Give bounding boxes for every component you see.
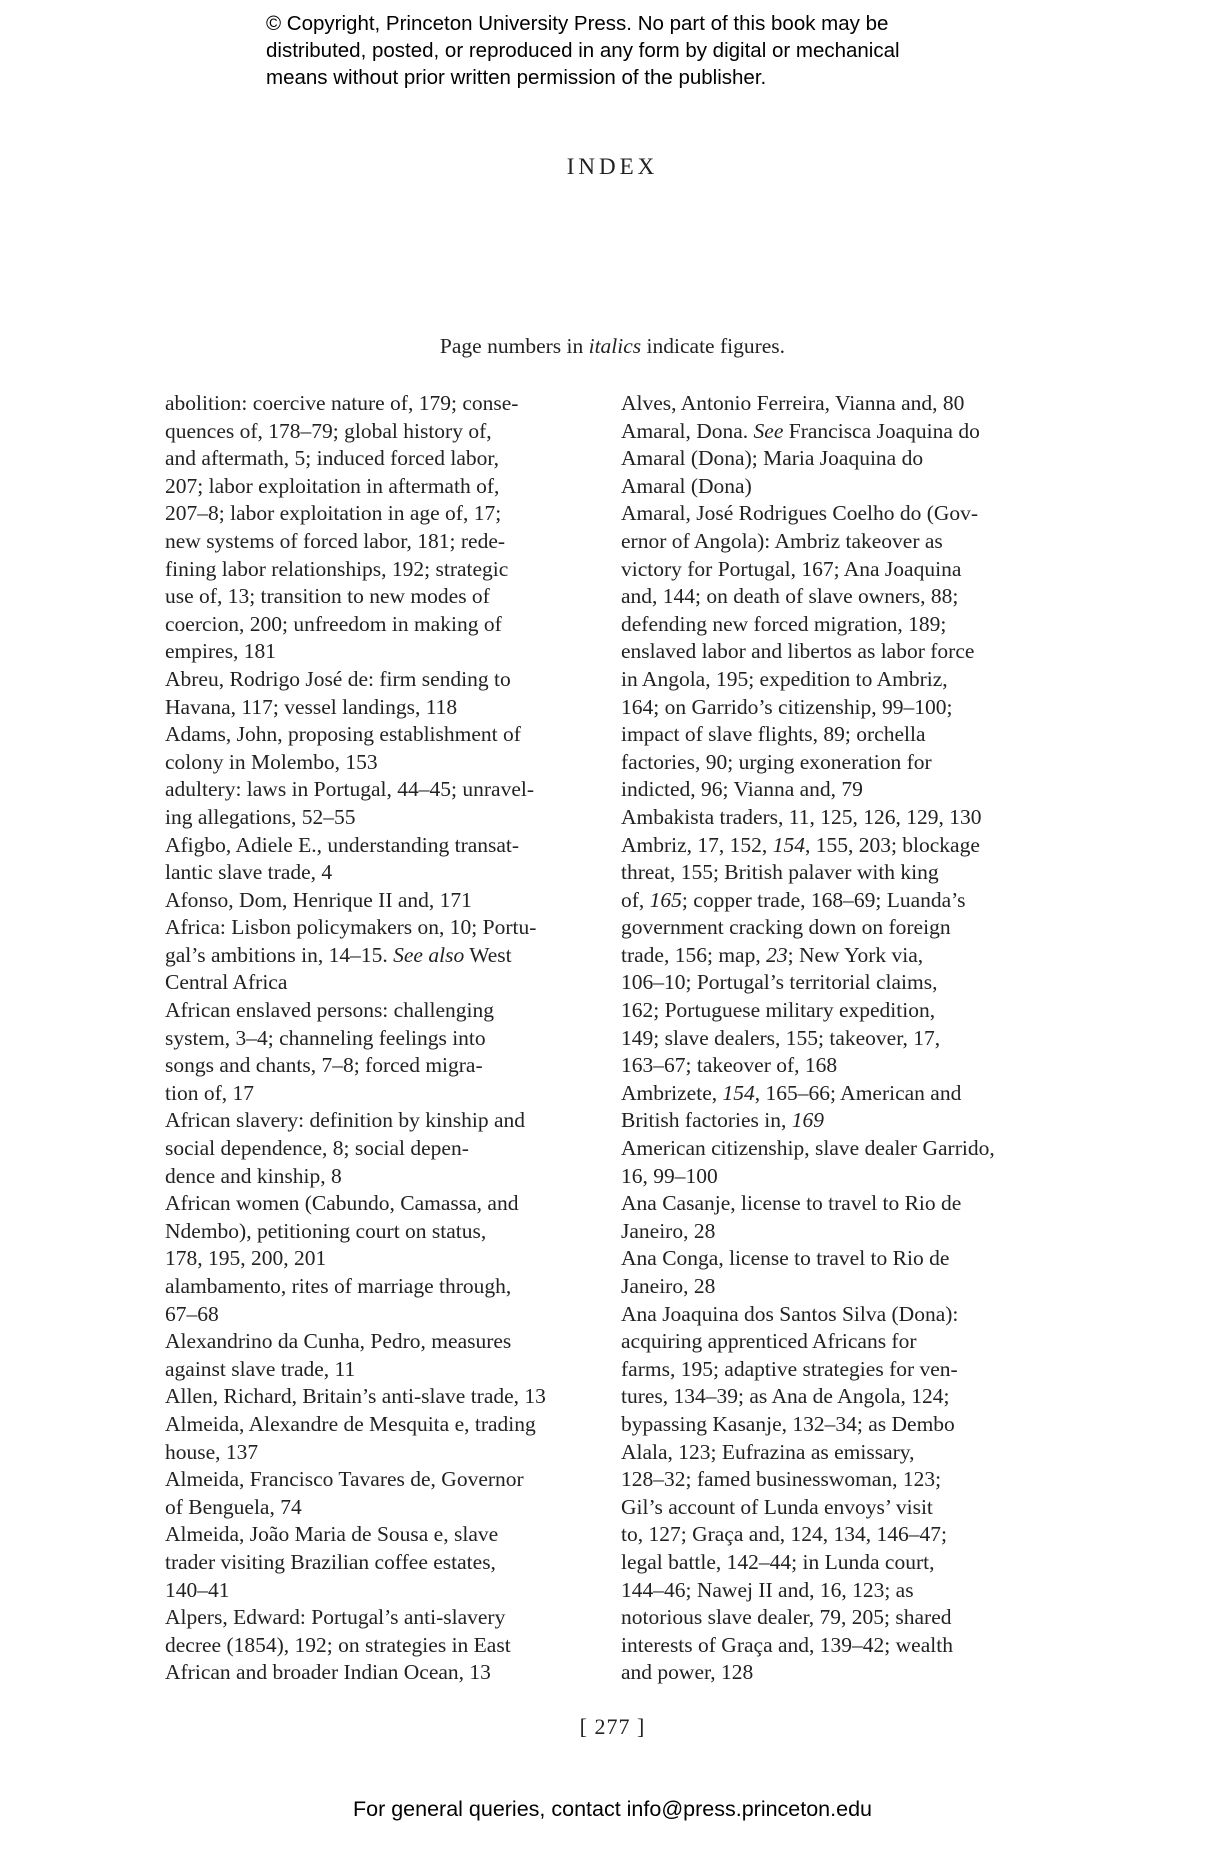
index-entry-line [621, 1107, 1041, 1135]
copyright-notice [266, 10, 1026, 91]
index-line-text: British factories in, [621, 1108, 792, 1133]
index-entry-line [165, 1494, 575, 1522]
index-entry-line [621, 556, 1041, 584]
index-line-text: Janeiro, 28 [621, 1274, 716, 1298]
index-entry-line [165, 473, 575, 501]
index-entry [165, 832, 575, 887]
index-line-text: victory for Portugal, 167; Ana Joaquina [621, 556, 962, 581]
index-entry-line [165, 1328, 575, 1356]
index-line-text: Amaral, José Rodrigues Coelho do (Gov- [621, 501, 979, 526]
index-line-text: Amaral (Dona); Maria Joaquina do [621, 446, 924, 471]
index-line-text: empires, 181 [165, 639, 277, 664]
index-line-text: , 155, 203; blockage [804, 832, 980, 857]
index-entry [165, 1521, 575, 1604]
index-line-text: West [464, 942, 512, 967]
index-line-text: tion of, 17 [165, 1080, 254, 1105]
index-entry-line [165, 500, 575, 528]
index-line-text: Ambriz, 17, 152, [621, 832, 773, 857]
index-entry [165, 914, 575, 997]
index-line-text: Amaral, Dona. [621, 418, 754, 443]
index-entry-line [621, 1632, 1041, 1660]
index-line-text: trader visiting Brazilian coffee estates, [165, 1549, 496, 1574]
index-line-text: Almeida, Francisco Tavares de, Governor [165, 1467, 524, 1492]
index-entry-line [165, 1439, 575, 1467]
index-entry-line [165, 445, 575, 473]
index-line-text: African slavery: definition by kinship and [165, 1108, 526, 1133]
index-entry-line [621, 1328, 1041, 1356]
index-entry-line [621, 804, 1041, 832]
index-line-text: Havana, 117; vessel landings, 118 [165, 694, 458, 719]
index-entry [165, 1328, 575, 1383]
italics-note [0, 334, 1225, 359]
index-line-text: Gil’s account of Lunda envoys’ visit [621, 1494, 933, 1519]
index-line-text: adultery: laws in Portugal, 44–45; unravel- [165, 777, 535, 802]
index-entry-line [165, 390, 575, 418]
index-entry-line [165, 1190, 575, 1218]
index-entry-line [165, 1025, 575, 1053]
index-entry-line [165, 1052, 575, 1080]
index-entry-line [621, 666, 1041, 694]
index-entry-line [165, 611, 575, 639]
index-entry-line [621, 1190, 1041, 1218]
index-entry-line [621, 776, 1041, 804]
index-line-text: acquiring apprenticed Africans for [621, 1329, 917, 1354]
index-entry-line [165, 804, 575, 832]
index-entry-line [621, 500, 1041, 528]
index-entry-line [165, 1383, 575, 1411]
index-entry-line [165, 969, 575, 997]
index-line-text: Ndembo), petitioning court on status, [165, 1218, 487, 1243]
index-entry-line [621, 611, 1041, 639]
index-entry-line [165, 1245, 575, 1273]
index-line-text: Africa: Lisbon policymakers on, 10; Portu- [165, 915, 537, 940]
index-entry-line [621, 583, 1041, 611]
index-entry-line [165, 418, 575, 446]
index-line-text: trade, 156; map, [621, 942, 767, 967]
index-line-text: 67–68 [165, 1301, 219, 1326]
index-entry-line [165, 1301, 575, 1329]
index-line-text: impact of slave flights, 89; orchella [621, 722, 926, 747]
index-entry-line [621, 1301, 1041, 1329]
index-entry-line [621, 1549, 1041, 1577]
index-line-text: coercion, 200; unfreedom in making of [165, 611, 502, 636]
index-entry-line [621, 1356, 1041, 1384]
index-line-text: tures, 134–39; as Ana de Angola, 124; [621, 1384, 950, 1409]
index-line-text: notorious slave dealer, 79, 205; shared [621, 1605, 952, 1630]
index-entry-line [621, 528, 1041, 556]
index-line-text: 178, 195, 200, 201 [165, 1246, 327, 1271]
index-line-text: Amaral (Dona) [621, 473, 752, 498]
index-entry-line [165, 1632, 575, 1660]
index-entry-line [165, 887, 575, 915]
note-italic-word: italics [588, 334, 642, 358]
index-entry-line [621, 1245, 1041, 1273]
index-entry [165, 1273, 575, 1328]
note-text: indicate figures. [641, 334, 786, 358]
index-entry [621, 832, 1041, 1080]
index-entry [165, 997, 575, 1107]
index-line-text: 164; on Garrido’s citizenship, 99–100; [621, 694, 953, 719]
index-entry-line [165, 1356, 575, 1384]
index-line-text: government cracking down on foreign [621, 915, 951, 940]
index-entry-line [165, 1163, 575, 1191]
index-entry-line [165, 694, 575, 722]
index-entry-line [621, 1052, 1041, 1080]
index-line-text: fining labor relationships, 192; strategic [165, 556, 509, 581]
index-line-text: Ana Casanje, license to travel to Rio de [621, 1191, 962, 1216]
index-line-text: system, 3–4; channeling feelings into [165, 1025, 486, 1050]
index-entry-line [165, 859, 575, 887]
index-line-text: ernor of Angola): Ambriz takeover as [621, 528, 943, 553]
index-entry-line [621, 969, 1041, 997]
index-line-text: and, 144; on death of slave owners, 88; [621, 584, 959, 609]
index-line-text: Janeiro, 28 [621, 1218, 716, 1243]
index-line-text: of, [621, 887, 650, 912]
index-entry-line [165, 1411, 575, 1439]
index-entry-line [621, 1218, 1041, 1246]
index-italic-text: 169 [791, 1108, 825, 1133]
index-line-text: factories, 90; urging exoneration for [621, 749, 932, 774]
copyright-line: means without prior written permission of the publisher. [266, 66, 767, 89]
index-line-text: Allen, Richard, Britain’s anti-slave trade, 13 [165, 1384, 546, 1409]
index-line-text: Ana Conga, license to travel to Rio de [621, 1246, 950, 1271]
index-line-text: ; New York via, [787, 942, 924, 967]
index-entry [621, 1245, 1041, 1300]
index-entry-line [165, 1135, 575, 1163]
index-entry [165, 887, 575, 915]
index-line-text: Ambakista traders, 11, 125, 126, 129, 130 [621, 804, 982, 829]
index-entry-line [621, 1163, 1041, 1191]
index-entry-line [165, 1107, 575, 1135]
index-entry-line [165, 1466, 575, 1494]
index-line-text: social dependence, 8; social depen- [165, 1136, 469, 1161]
index-line-text: songs and chants, 7–8; forced migra- [165, 1053, 483, 1078]
index-italic-text: See [753, 418, 784, 443]
index-entry-line [621, 1411, 1041, 1439]
index-entry-line [165, 528, 575, 556]
page-title: INDEX [566, 154, 659, 179]
index-line-text: bypassing Kasanje, 132–34; as Dembo [621, 1411, 955, 1436]
index-entry-line [621, 1577, 1041, 1605]
index-entry-line [621, 1025, 1041, 1053]
index-line-text: Abreu, Rodrigo José de: firm sending to [165, 666, 511, 691]
index-entry [165, 1190, 575, 1273]
index-entry [165, 1107, 575, 1190]
index-entry-line [621, 418, 1041, 446]
index-entry-line [165, 638, 575, 666]
index-entry-line [165, 1659, 575, 1687]
index-line-text: American citizenship, slave dealer Garrido, [621, 1136, 995, 1161]
index-entry-line [621, 1135, 1041, 1163]
index-column-left [165, 390, 575, 1687]
index-entry [621, 1135, 1041, 1190]
index-line-text: in Angola, 195; expedition to Ambriz, [621, 666, 948, 691]
index-entry-line [621, 942, 1041, 970]
index-line-text: 144–46; Nawej II and, 16, 123; as [621, 1577, 914, 1602]
index-column-right [621, 390, 1041, 1687]
index-entry [165, 721, 575, 776]
index-line-text: ; copper trade, 168–69; Luanda’s [681, 887, 966, 912]
index-entry-line [165, 583, 575, 611]
index-entry-line [165, 1273, 575, 1301]
index-line-text: Afigbo, Adiele E., understanding transat- [165, 832, 520, 857]
index-entry-line [165, 1218, 575, 1246]
index-line-text: Central Africa [165, 970, 288, 995]
index-entry-line [621, 997, 1041, 1025]
index-entry-line [165, 1080, 575, 1108]
index-line-text: indicted, 96; Vianna and, 79 [621, 777, 863, 802]
index-line-text: threat, 155; British palaver with king [621, 860, 939, 885]
index-line-text: gal’s ambitions in, 14–15. [165, 942, 394, 967]
index-entry-line [621, 1494, 1041, 1522]
index-entry [165, 390, 575, 666]
index-line-text: and power, 128 [621, 1660, 754, 1685]
index-entry [165, 1383, 575, 1411]
index-entry-line [621, 832, 1041, 860]
index-line-text: 207; labor exploitation in aftermath of, [165, 473, 500, 498]
index-italic-text: 165 [649, 887, 682, 912]
index-entry-line [165, 1577, 575, 1605]
index-line-text: decree (1854), 192; on strategies in East [165, 1632, 511, 1657]
index-line-text: 207–8; labor exploitation in age of, 17; [165, 501, 502, 526]
index-line-text: Ana Joaquina dos Santos Silva (Dona): [621, 1301, 959, 1326]
index-line-text: African women (Cabundo, Camassa, and [165, 1191, 519, 1216]
index-line-text: use of, 13; transition to new modes of [165, 584, 490, 609]
index-entry-line [621, 694, 1041, 722]
index-line-text: Ambrizete, [621, 1080, 723, 1105]
index-entry [165, 776, 575, 831]
index-line-text: , 165–66; American and [754, 1080, 962, 1105]
index-line-text: African and broader Indian Ocean, 13 [165, 1660, 491, 1685]
index-line-text: interests of Graça and, 139–42; wealth [621, 1632, 953, 1657]
index-entry-line [165, 832, 575, 860]
index-entry-line [621, 721, 1041, 749]
index-line-text: African enslaved persons: challenging [165, 998, 494, 1023]
index-entry-line [621, 1521, 1041, 1549]
index-line-text: of Benguela, 74 [165, 1494, 302, 1519]
index-entry-line [621, 749, 1041, 777]
index-line-text: Alexandrino da Cunha, Pedro, measures [165, 1329, 512, 1354]
index-italic-text: 154 [772, 832, 805, 857]
index-line-text: quences of, 178–79; global history of, [165, 418, 492, 443]
index-entry-line [165, 666, 575, 694]
index-line-text: 128–32; famed businesswoman, 123; [621, 1467, 942, 1492]
index-line-text: 162; Portuguese military expedition, [621, 998, 936, 1023]
index-italic-text: 154 [722, 1080, 755, 1105]
index-entry-line [621, 1080, 1041, 1108]
index-line-text: enslaved labor and libertos as labor force [621, 639, 975, 664]
index-entry [165, 666, 575, 721]
index-line-text: lantic slave trade, 4 [165, 860, 333, 885]
index-entry-line [621, 445, 1041, 473]
index-line-text: to, 127; Graça and, 124, 134, 146–47; [621, 1522, 948, 1547]
index-line-text: defending new forced migration, 189; [621, 611, 947, 636]
index-entry-line [165, 721, 575, 749]
index-italic-text: 23 [766, 942, 788, 967]
index-line-text: 163–67; takeover of, 168 [621, 1053, 838, 1078]
index-entry-line [165, 1549, 575, 1577]
index-entry [165, 1604, 575, 1687]
index-line-text: against slave trade, 11 [165, 1356, 356, 1381]
index-entry-line [621, 1273, 1041, 1301]
index-entry-line [621, 638, 1041, 666]
index-line-text: Francisca Joaquina do [783, 418, 980, 443]
index-entry-line [621, 887, 1041, 915]
copyright-line: © Copyright, Princeton University Press. No part of this book may be [266, 12, 889, 35]
index-entry-line [165, 556, 575, 584]
index-line-text: 149; slave dealers, 155; takeover, 17, [621, 1025, 941, 1050]
index-line-text: new systems of forced labor, 181; rede- [165, 528, 506, 553]
index-line-text: legal battle, 142–44; in Lunda court, [621, 1549, 935, 1574]
index-line-text: Adams, John, proposing establishment of [165, 722, 521, 747]
index-entry [621, 418, 1041, 501]
index-entry-line [621, 1466, 1041, 1494]
index-entry [621, 804, 1041, 832]
index-line-text: Alves, Antonio Ferreira, Vianna and, 80 [621, 391, 965, 415]
index-line-text: 16, 99–100 [621, 1163, 718, 1188]
index-line-text: Alala, 123; Eufrazina as emissary, [621, 1439, 915, 1464]
footer-contact: For general queries, contact info@press.princeton.edu [352, 1797, 872, 1821]
index-entry [621, 1080, 1041, 1135]
index-entry [621, 1301, 1041, 1687]
index-entry-line [165, 776, 575, 804]
index-line-text: 140–41 [165, 1577, 230, 1602]
index-entry-line [621, 390, 1041, 418]
copyright-line: distributed, posted, or reproduced in any form by digital or mechanical [266, 39, 900, 62]
index-entry [621, 390, 1041, 418]
index-entry-line [621, 473, 1041, 501]
index-line-text: Alpers, Edward: Portugal’s anti-slavery [165, 1605, 506, 1630]
index-line-text: Almeida, Alexandre de Mesquita e, trading [165, 1411, 536, 1436]
index-line-text: Afonso, Dom, Henrique II and, 171 [165, 887, 472, 912]
index-line-text: alambamento, rites of marriage through, [165, 1274, 512, 1298]
index-entry-line [165, 1521, 575, 1549]
page-number: [ 277 ] [579, 1714, 646, 1739]
index-italic-text: See also [393, 942, 465, 967]
note-text: Page numbers in [439, 334, 589, 358]
index-entry-line [165, 997, 575, 1025]
index-entry-line [621, 859, 1041, 887]
index-entry [621, 500, 1041, 804]
index-entry-line [621, 914, 1041, 942]
index-line-text: dence and kinship, 8 [165, 1163, 342, 1188]
index-entry-line [165, 914, 575, 942]
index-line-text: and aftermath, 5; induced forced labor, [165, 446, 500, 471]
index-line-text: farms, 195; adaptive strategies for ven- [621, 1356, 958, 1381]
index-entry [165, 1466, 575, 1521]
index-entry-line [621, 1604, 1041, 1632]
index-line-text: house, 137 [165, 1439, 259, 1464]
index-line-text: ing allegations, 52–55 [165, 804, 356, 829]
index-entry [165, 1411, 575, 1466]
index-entry-line [165, 1604, 575, 1632]
index-line-text: Almeida, João Maria de Sousa e, slave [165, 1522, 499, 1547]
index-line-text: 106–10; Portugal’s territorial claims, [621, 970, 938, 995]
index-entry-line [165, 942, 575, 970]
index-entry-line [621, 1383, 1041, 1411]
index-line-text: abolition: coercive nature of, 179; conse- [165, 391, 519, 415]
index-entry-line [621, 1659, 1041, 1687]
index-entry [621, 1190, 1041, 1245]
index-entry-line [621, 1439, 1041, 1467]
index-line-text: colony in Molembo, 153 [165, 749, 378, 774]
index-entry-line [165, 749, 575, 777]
